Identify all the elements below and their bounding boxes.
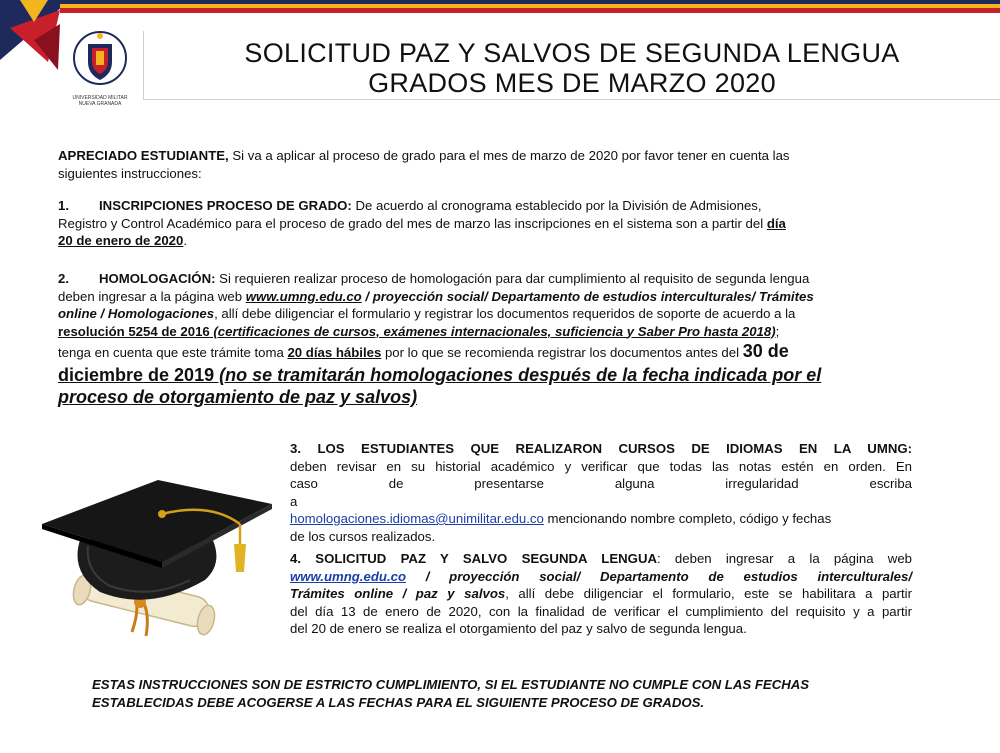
email-link[interactable]: homologaciones.idiomas@unimilitar.edu.co [290, 511, 544, 526]
graduation-cap-icon [40, 462, 280, 647]
item-cursos-idiomas: 3. LOS ESTUDIANTES QUE REALIZARON CURSOS DE IDIOMAS EN LA UMNG: deben revisar en su historial académico y verificar que todas las notas estén en orden. En caso de presentarse alguna irregularidad escriba a homologaciones.idiomas@unimilitar.edu.co mencionando nombre completo, código y fechas de los cursos realizados. [290, 441, 912, 544]
university-logo [72, 28, 128, 107]
header-stripes [60, 0, 1000, 14]
item-paz-y-salvo: 4. SOLICITUD PAZ Y SALVO SEGUNDA LENGUA: deben ingresar a la página web www.umng.edu.co / proyección social/ Departamento de estudios interculturales/ Trámites online / paz y salvos, allí debe diligenciar el formulario, este se habilitara a partir del día 13 de enero de 2020, con la finalidad de verificar el cumplimiento del requisito y a partir del 20 de enero se realiza el otorgamiento del paz y salvo de segunda lengua. [290, 551, 913, 636]
umng-link[interactable]: www.umng.edu.co [245, 288, 362, 304]
item-homologacion: 2. HOMOLOGACIÓN: Si requieren realizar proceso de homologación para dar cumplimiento al requisito de segunda lengua deben ingresar a la página web www.umng.edu.co / proyección social/ Departamento de estudios interculturales/ Trámites online / Homologaciones, allí debe diligenciar el formulario y registrar los documentos requeridos de soporte de acuerdo a la resolución 5254 de 2016 (certificaciones de cursos, exámenes internacionales, suficiencia y Saber Pro hasta 2018); tenga en cuenta que este trámite toma 20 días hábiles por lo que se recomienda registrar los documentos antes del 30 de diciembre de 2019 (no se tramitarán homologaciones después de la fecha indicada por el proceso de otorgamiento de paz y salvos) [58, 271, 822, 407]
title-box [143, 31, 1000, 100]
footer-notice: ESTAS INSTRUCCIONES SON DE ESTRICTO CUMPLIMIENTO, SI EL ESTUDIANTE NO CUMPLE CON LAS FECHAS ESTABLECIDAS DEBE ACOGERSE A LAS FECHAS PARA EL SIGUIENTE PROCESO DE GRADOS. [92, 677, 810, 710]
page-title: SOLICITUD PAZ Y SALVOS DE SEGUNDA LENGUA [244, 38, 900, 68]
umng-link-2[interactable]: www.umng.edu.co [290, 568, 407, 584]
item-inscripciones: 1. INSCRIPCIONES PROCESO DE GRADO: De acuerdo al cronograma establecido por la División de Admisiones, Registro y Control Académico para el proceso de grado del mes de marzo las inscripciones en el sistema son a partir del día 20 de enero de 2020. [58, 198, 786, 248]
shield-icon [72, 28, 128, 90]
logo-caption: UNIVERSIDAD MILITAR NUEVA GRANADA [72, 95, 128, 107]
page-subtitle: GRADOS MES DE MARZO 2020 [368, 68, 776, 98]
intro-paragraph: APRECIADO ESTUDIANTE, Si va a aplicar al proceso de grado para el mes de marzo de 2020 por favor tener en cuenta las siguientes instrucciones: [58, 148, 790, 181]
